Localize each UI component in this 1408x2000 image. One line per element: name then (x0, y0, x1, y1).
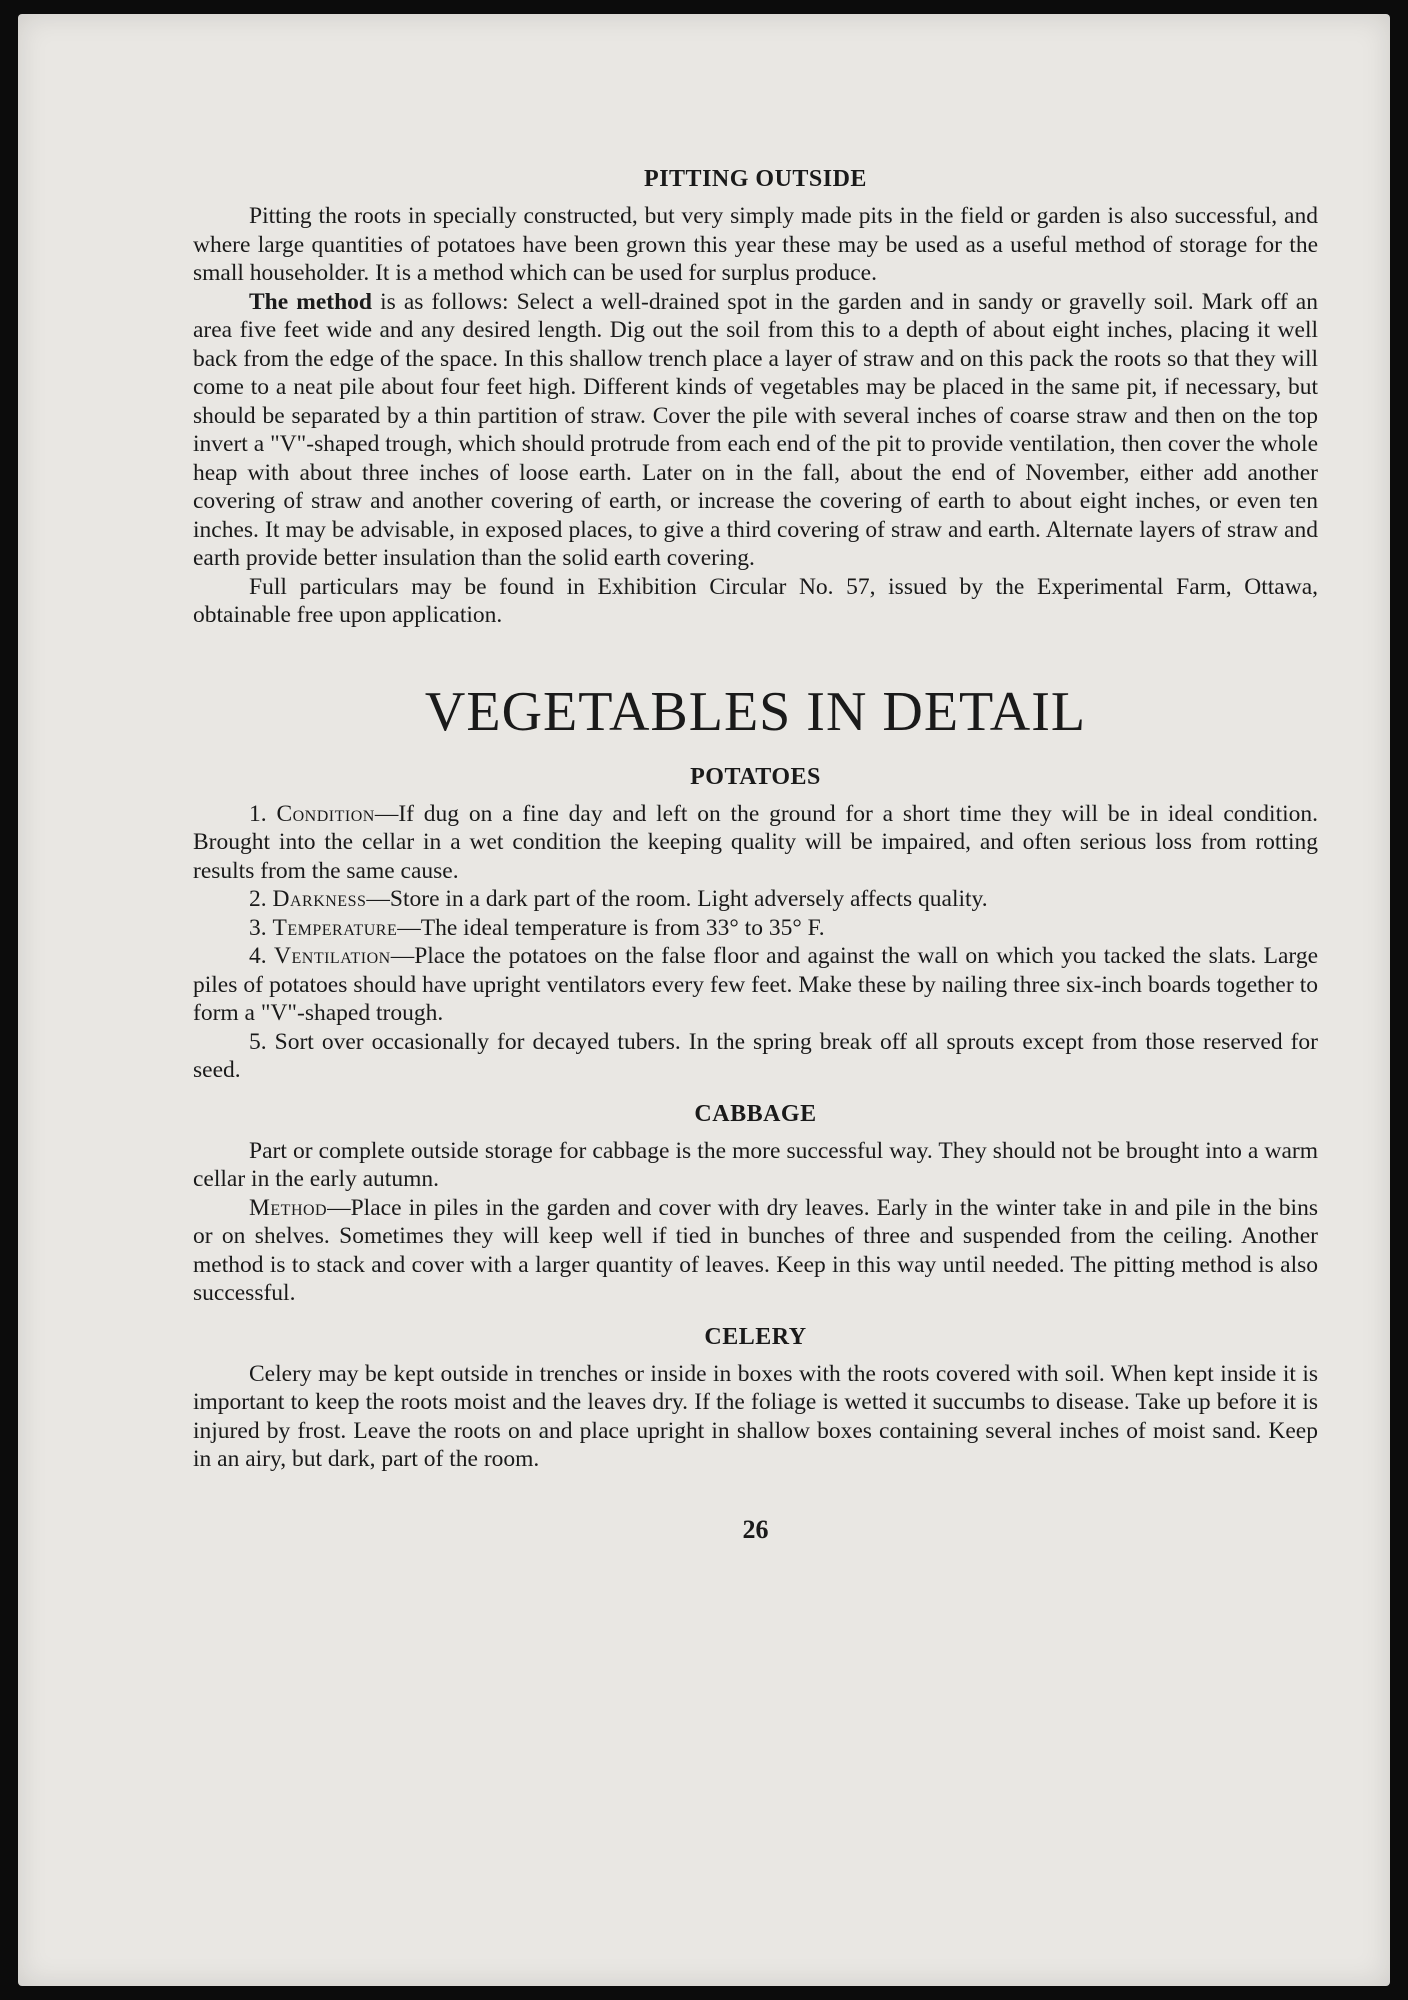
list-item (193, 1028, 1318, 1085)
section-heading-potatoes: POTATOES (690, 763, 821, 790)
item-label: Darkness (272, 886, 367, 912)
item-text: —Store in a dark part of the room. Light adversely affects quality. (366, 886, 988, 912)
list-item (193, 914, 1318, 943)
list-item (193, 942, 1318, 1028)
item-number: 1. (249, 800, 267, 827)
paragraph: Pitting the roots in specially constructed, but very simply made pits in the field or garden is also successful, and where large quantities of potatoes have been grown this year these may be used as a useful method of storage for the small householder. It is a method which can be used for surplus produce. (193, 203, 1318, 286)
item-label: Temperature (272, 914, 398, 941)
item-number: 5. (249, 1028, 267, 1055)
paragraph: Part or complete outside storage for cabbage is the more successful way. They should not be brought into a warm cellar in the early autumn. (193, 1137, 1318, 1192)
item-label: Ventilation (274, 943, 391, 969)
section-heading-cabbage: CABBAGE (694, 1100, 817, 1127)
paragraph: Full particulars may be found in Exhibition Circular No. 57, issued by the Experimental Farm, Ottawa, obtainable free upon application. (193, 573, 1318, 628)
method-text: is as follows: Select a well-drained spot in the garden and in sandy or gravelly soil. Mark off an area five feet wide and any desired length. Dig out the soil from this to a depth of about eight inches, placing it well back from the edge of the space. In this shallow trench place a layer of straw and on this pack the roots so that they will come to a neat pile about four feet high. Different kinds of vegetables may be placed in the same pit, if necessary, but should be separated by a thin partition of straw. Cover the pile with several inches of coarse straw and then on the top invert a "V"-shaped trough, which should protrude from each end of the pit to provide ventilation, then cover the whole heap with about three inches of loose earth. Later on in the fall, about the end of November, either add another covering of straw and another covering of earth, or increase the covering of earth to about eight inches, or even ten inches. It may be advisable, in exposed places, to give a third covering of straw and earth. Alternate layers of straw and earth provide better insulation than the solid earth covering. (193, 288, 1318, 571)
section-heading-celery: CELERY (704, 1323, 807, 1350)
spacer (193, 1308, 1318, 1322)
potatoes-list (193, 800, 1318, 1085)
method-label: Method (249, 1194, 328, 1221)
item-text: Sort over occasionally for decayed tubers. In the spring break off all sprouts except from those reserved for seed. (193, 1028, 1318, 1083)
item-number: 4. (249, 943, 267, 969)
page-number: 26 (742, 1514, 769, 1544)
item-text: —The ideal temperature is from 33° to 35° F. (397, 914, 825, 941)
paragraph-method (193, 288, 1318, 573)
method-lead: The method (249, 288, 372, 315)
item-text: —Place the potatoes on the false floor and against the wall on which you tacked the slats. Large piles of potatoes should have upright ventilators every few feet. Make these by nailing three six-inch boards together to form a "V"-shaped trough. (193, 943, 1319, 1026)
document-page (18, 14, 1390, 1986)
paragraph: Celery may be kept outside in trenches or inside in boxes with the roots covered with soil. When kept inside it is important to keep the roots moist and the leaves dry. If the foliage is wetted it succumbs to disease. Take up before it is injured by frost. Leave the roots on and place upright in shallow boxes containing several inches of moist sand. Keep in an airy, but dark, part of the room. (193, 1360, 1318, 1472)
main-title: VEGETABLES IN DETAIL (424, 680, 1087, 743)
list-item (193, 885, 1318, 914)
list-item (193, 800, 1318, 886)
method-text: —Place in piles in the garden and cover with dry leaves. Early in the winter take in and pile in the bins or on shelves. Sometimes they will keep well if tied in bunches of three and suspended from the ceiling. Another method is to stack and cover with a larger quantity of leaves. Keep in this way until needed. The pitting method is also successful. (193, 1194, 1318, 1306)
item-label: Condition (276, 800, 375, 827)
paragraph-method (193, 1194, 1318, 1308)
item-number: 2. (249, 886, 267, 912)
item-number: 3. (249, 914, 267, 941)
page-content (193, 164, 1318, 1544)
item-text: —If dug on a fine day and left on the ground for a short time they will be in ideal condition. Brought into the cellar in a wet condition the keeping quality will be impaired, and often serious loss from rotting results from the same cause. (193, 800, 1319, 884)
spacer (193, 1085, 1318, 1099)
section-heading-pitting: PITTING OUTSIDE (644, 166, 867, 192)
